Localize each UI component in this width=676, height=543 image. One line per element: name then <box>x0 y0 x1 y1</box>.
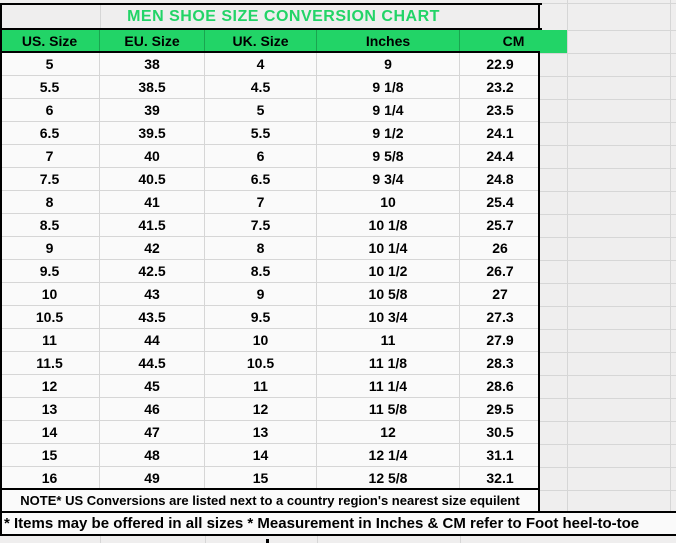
table-cell: 28.3 <box>460 352 540 375</box>
chart-title: MEN SHOE SIZE CONVERSION CHART <box>127 8 440 25</box>
column-header-uk-size: UK. Size <box>205 30 317 53</box>
table-cell: 10.5 <box>205 352 317 375</box>
table-border <box>538 3 540 30</box>
table-row <box>0 260 540 283</box>
gridline <box>540 122 676 123</box>
gridline <box>540 467 676 468</box>
table-row <box>0 76 540 99</box>
table-body <box>0 53 540 490</box>
table-cell: 9 1/2 <box>317 122 460 145</box>
table-row <box>0 168 540 191</box>
table-cell: 23.2 <box>460 76 540 99</box>
table-cell: 10 5/8 <box>317 283 460 306</box>
table-cell: 9 <box>317 53 460 76</box>
gridline <box>540 329 676 330</box>
table-cell: 24.8 <box>460 168 540 191</box>
table-cell: 5 <box>0 53 100 76</box>
table-cell: 13 <box>0 398 100 421</box>
table-cell: 25.4 <box>460 191 540 214</box>
column-header-inches: Inches <box>317 30 460 53</box>
table-row <box>0 122 540 145</box>
table-cell: 41.5 <box>100 214 205 237</box>
table-cell: 40.5 <box>100 168 205 191</box>
table-cell: 15 <box>205 467 317 490</box>
table-row <box>0 99 540 122</box>
table-cell: 14 <box>205 444 317 467</box>
table-border <box>0 3 542 5</box>
table-cell: 13 <box>205 421 317 444</box>
table-cell: 48 <box>100 444 205 467</box>
table-cell: 27 <box>460 283 540 306</box>
table-row <box>0 214 540 237</box>
gridline <box>540 490 676 491</box>
table-cell: 10 1/8 <box>317 214 460 237</box>
table-cell: 43 <box>100 283 205 306</box>
table-row <box>0 421 540 444</box>
table-cell: 10 1/2 <box>317 260 460 283</box>
gridline <box>540 145 676 146</box>
table-cell: 24.4 <box>460 145 540 168</box>
table-border <box>0 488 540 490</box>
table-cell: 31.1 <box>460 444 540 467</box>
table-row <box>0 444 540 467</box>
table-border <box>0 51 540 53</box>
gridline <box>540 375 676 376</box>
gridline <box>460 536 461 543</box>
table-cell: 38.5 <box>100 76 205 99</box>
gridline <box>670 0 671 543</box>
table-cell: 26.7 <box>460 260 540 283</box>
table-cell: 6 <box>205 145 317 168</box>
gridline <box>540 260 676 261</box>
table-cell: 9.5 <box>205 306 317 329</box>
table-cell: 7.5 <box>205 214 317 237</box>
table-cell: 38 <box>100 53 205 76</box>
table-cell: 10 3/4 <box>317 306 460 329</box>
table-cell: 12 <box>317 421 460 444</box>
gridline <box>540 53 676 54</box>
table-cell: 27.3 <box>460 306 540 329</box>
table-cell: 7 <box>205 191 317 214</box>
table-cell: 47 <box>100 421 205 444</box>
table-cell: 43.5 <box>100 306 205 329</box>
gridline <box>540 168 676 169</box>
table-cell: 8 <box>0 191 100 214</box>
table-cell: 32.1 <box>460 467 540 490</box>
table-cell: 39 <box>100 99 205 122</box>
gridline <box>540 76 676 77</box>
table-cell: 8.5 <box>205 260 317 283</box>
gridline <box>100 536 101 543</box>
table-row <box>0 329 540 352</box>
table-cell: 39.5 <box>100 122 205 145</box>
gridline <box>540 237 676 238</box>
table-cell: 10.5 <box>0 306 100 329</box>
table-cell: 9 3/4 <box>317 168 460 191</box>
table-cell: 9 1/4 <box>317 99 460 122</box>
table-border <box>538 52 540 513</box>
gridline <box>540 398 676 399</box>
table-cell: 12 <box>205 398 317 421</box>
table-cell: 12 1/4 <box>317 444 460 467</box>
table-header-row <box>0 30 567 53</box>
table-border <box>0 28 542 30</box>
table-cell: 15 <box>0 444 100 467</box>
table-cell: 10 <box>0 283 100 306</box>
table-cell: 23.5 <box>460 99 540 122</box>
table-cell: 6 <box>0 99 100 122</box>
gridline <box>540 352 676 353</box>
gridline <box>540 421 676 422</box>
table-cell: 40 <box>100 145 205 168</box>
table-cell: 24.1 <box>460 122 540 145</box>
table-cell: 25.7 <box>460 214 540 237</box>
table-row <box>0 467 540 490</box>
table-row <box>0 145 540 168</box>
table-cell: 7.5 <box>0 168 100 191</box>
table-cell: 5.5 <box>0 76 100 99</box>
table-cell: 10 <box>317 191 460 214</box>
table-row <box>0 237 540 260</box>
table-cell: 41 <box>100 191 205 214</box>
table-cell: 12 5/8 <box>317 467 460 490</box>
table-cell: 5 <box>205 99 317 122</box>
table-row <box>0 352 540 375</box>
table-cell: 28.6 <box>460 375 540 398</box>
table-row <box>0 53 540 76</box>
table-cell: 11 <box>317 329 460 352</box>
cutoff-text-fragment <box>266 539 269 543</box>
table-cell: 11 5/8 <box>317 398 460 421</box>
table-cell: 6.5 <box>0 122 100 145</box>
table-cell: 46 <box>100 398 205 421</box>
table-cell: 10 1/4 <box>317 237 460 260</box>
table-row <box>0 306 540 329</box>
table-border <box>0 534 676 536</box>
gridline <box>540 191 676 192</box>
table-cell: 9 1/8 <box>317 76 460 99</box>
gridline <box>317 536 318 543</box>
note-line-2: * Items may be offered in all sizes * Measurement in Inches & CM refer to Foot heel-to-toe <box>0 513 676 534</box>
table-cell: 45 <box>100 375 205 398</box>
table-cell: 16 <box>0 467 100 490</box>
spreadsheet-gridlines <box>540 0 676 543</box>
table-cell: 26 <box>460 237 540 260</box>
table-cell: 44 <box>100 329 205 352</box>
table-row <box>0 191 540 214</box>
table-cell: 42 <box>100 237 205 260</box>
table-cell: 9.5 <box>0 260 100 283</box>
table-cell: 27.9 <box>460 329 540 352</box>
partial-row <box>0 536 676 543</box>
table-cell: 14 <box>0 421 100 444</box>
table-border <box>0 511 676 513</box>
table-cell: 8 <box>205 237 317 260</box>
table-row <box>0 398 540 421</box>
table-cell: 9 <box>205 283 317 306</box>
table-cell: 8.5 <box>0 214 100 237</box>
gridline <box>540 306 676 307</box>
column-header-us-size: US. Size <box>0 30 100 53</box>
table-cell: 4.5 <box>205 76 317 99</box>
gridline <box>540 444 676 445</box>
table-cell: 6.5 <box>205 168 317 191</box>
gridline <box>567 0 568 543</box>
table-cell: 29.5 <box>460 398 540 421</box>
table-cell: 5.5 <box>205 122 317 145</box>
table-cell: 12 <box>0 375 100 398</box>
table-cell: 11.5 <box>0 352 100 375</box>
table-cell: 49 <box>100 467 205 490</box>
table-cell: 10 <box>205 329 317 352</box>
column-header-eu-size: EU. Size <box>100 30 205 53</box>
gridline <box>205 536 206 543</box>
table-cell: 7 <box>0 145 100 168</box>
note-line-1: NOTE* US Conversions are listed next to a country region's nearest size equilent <box>0 490 540 511</box>
table-cell: 11 <box>0 329 100 352</box>
table-cell: 11 <box>205 375 317 398</box>
table-cell: 9 <box>0 237 100 260</box>
table-cell: 11 1/8 <box>317 352 460 375</box>
gridline <box>540 99 676 100</box>
gridline <box>540 214 676 215</box>
table-border <box>0 3 2 536</box>
table-cell: 42.5 <box>100 260 205 283</box>
table-row <box>0 375 540 398</box>
table-cell: 30.5 <box>460 421 540 444</box>
table-cell: 9 5/8 <box>317 145 460 168</box>
table-cell: 22.9 <box>460 53 540 76</box>
gridline <box>540 283 676 284</box>
table-cell: 11 1/4 <box>317 375 460 398</box>
column-header-cm: CM <box>502 33 525 49</box>
table-cell: 44.5 <box>100 352 205 375</box>
table-cell: 4 <box>205 53 317 76</box>
table-row <box>0 283 540 306</box>
